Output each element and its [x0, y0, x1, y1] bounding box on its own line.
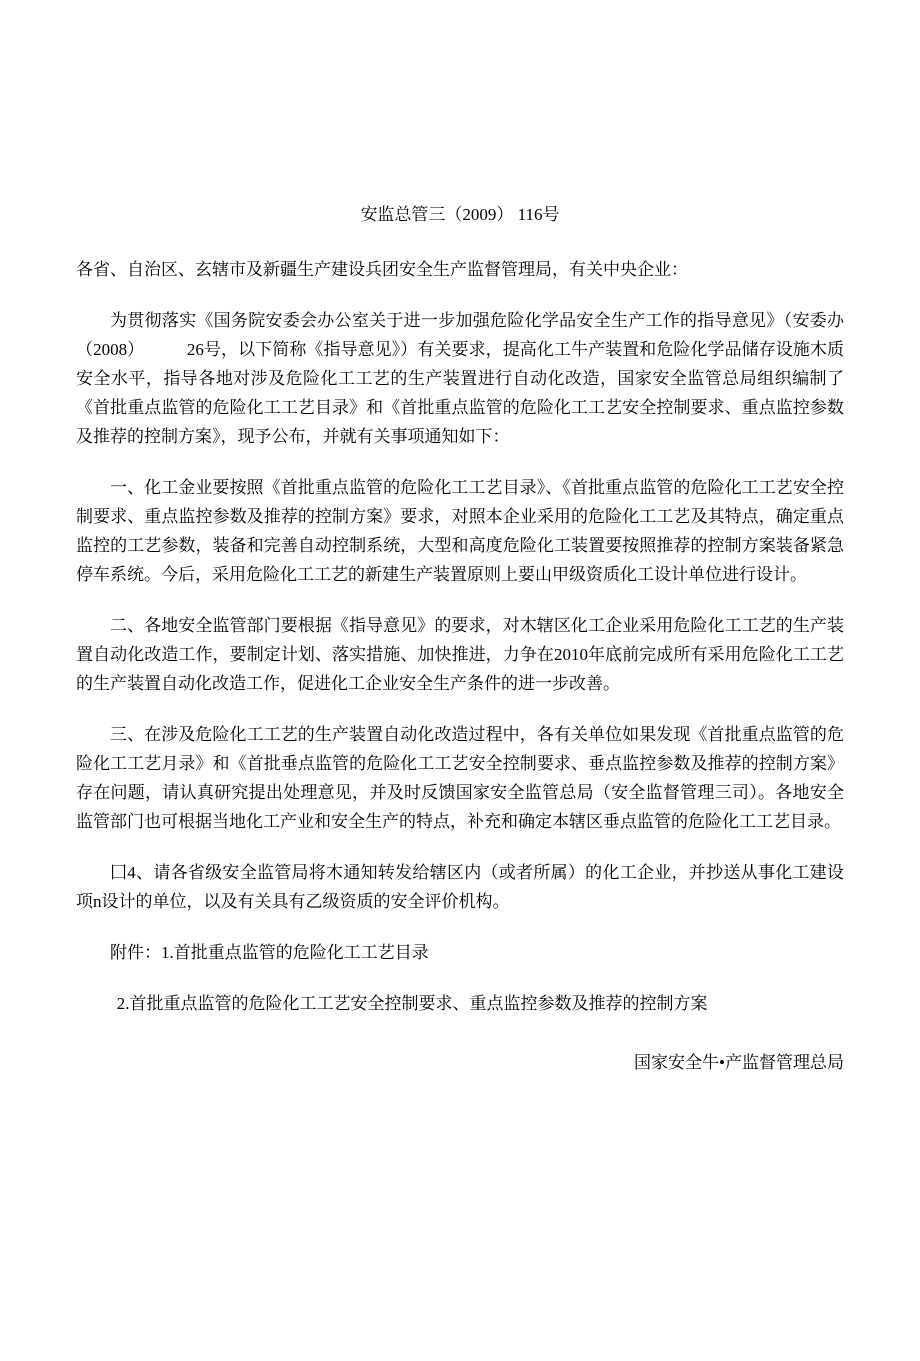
paragraph-item-4: 囗4、请各省级安全监管局将木通知转发给辖区内（或者所属）的化工企业，并抄送从事化工建设项n设计的单位，以及有关具有乙级资质的安全评价机构。 [76, 863, 844, 911]
attachment-line-2: 2.首批重点监管的危险化工工艺安全控制要求、重点监控参数及推荐的控制方案 [116, 994, 708, 1013]
attachment-line-1: 附件：1.首批重点监管的危险化工工艺目录 [110, 943, 429, 962]
paragraph-item-1: 一、化工金业要按照《首批重点监管的危险化工工艺目录》、《首批重点监管的危险化工工艺安全控制要求、重点监控参数及推荐的控制方案》要求，对照本企业采用的危险化工工艺及其特点，确定重点监控的工艺参数，装备和完善自动控制系统，大型和高度危险化工装置要按照推荐的控制方案装备紧急停车系统。今后，采用危险化工工艺的新建生产装置原则上要山甲级资质化工设计单位进行设计。 [76, 478, 844, 584]
doc-number: 安监总管三（2009） 116号 [360, 205, 560, 224]
paragraph-item-2: 二、各地安全监管部门要根据《指导意见》的要求，对木辖区化工企业采用危险化工工艺的生产装置自动化改造工作，要制定计划、落实措施、加快推进，力争在2010年底前完成所有采用危险化工工艺的生产装置自动化改造工作，促进化工企业安全生产条件的进一步改善。 [76, 616, 844, 693]
salutation: 各省、自治区、玄辖市及新疆生产建设兵团安全生产监督管理局，有关中央企业： [76, 260, 688, 279]
paragraph-item-3: 三、在涉及危险化工工艺的生产装置自动化改造过程中，各有关单位如果发现《首批重点监管的危险化工工艺月录》和《首批垂点监管的危险化工工艺安全控制要求、垂点监控参数及推荐的控制方案》存在问题，请认真研究提出处理意见，并及时反馈国家安全监管总局（安全监督管理三司）。各地安全监管部门也可根据当地化工产业和安全生产的特点，补充和确定本辖区垂点监管的危险化工工艺目录。 [76, 725, 844, 831]
paragraph-intro: 为贯彻落实《国务院安委会办公室关于进一步加强危险化学品安全生产工作的指导意见》（安委办（2008） 26号，以下简称《指导意见》）有关要求，提高化工牛产装置和危险化学品储存设施木质安全水平，指导各地对涉及危险化工工艺的生产装置进行自动化改造，国家安全监管总局组织编制了《首批重点监管的危险化工工艺目录》和《首批重点监管的危险化工工艺安全控制要求、重点监控参数及推荐的控制方案》，现予公布，并就有关事项通知如下： [76, 311, 844, 446]
signature: 国家安全牛•产监督管理总局 [634, 1053, 844, 1072]
